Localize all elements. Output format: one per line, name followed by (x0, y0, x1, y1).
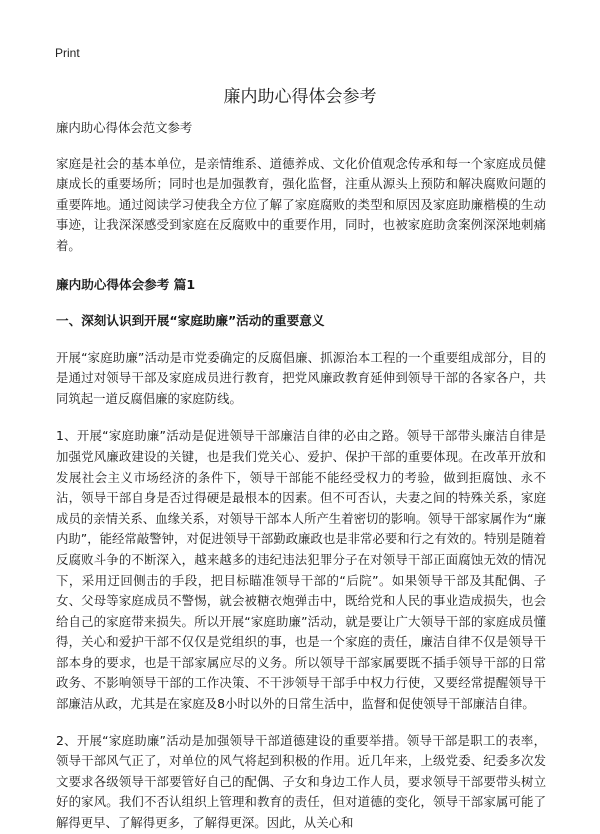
body-paragraph: 2、开展“家庭助廉”活动是加强领导干部道德建设的重要举措。领导干部是职工的表率，领导干部风气正了，对单位的风气将起到积极的作用。近几年来，上级党委、纪委多次发文要求各级领导干部要管好自己的配偶、子女和身边工作人员，要求领导干部要带头树立好的家风。我们不否认组织上管理和教育的责任，但对道德的变化，领导干部家属可能了解得更早、了解得更多，了解得更深。因此，从关心和 (56, 732, 546, 831)
section-heading: 廉内助心得体会参考 篇1 (56, 276, 196, 292)
article-body (56, 118, 546, 834)
page-title: 廉内助心得体会参考 (223, 87, 377, 107)
body-paragraph: 开展“家庭助廉”活动是市党委确定的反腐倡廉、抓源治本工程的一个重要组成部分，目的是通过对领导干部及家庭成员进行教育，把党风廉政教育延伸到领导干部的各家各户，共同筑起一道反腐倡廉的家庭防线。 (56, 349, 546, 406)
body-paragraph: 1、开展“家庭助廉”活动是促进领导干部廉洁自律的必由之路。领导干部带头廉洁自律是加强党风廉政建设的关键，也是我们党关心、爱护、保护干部的重要体现。在改革开放和发展社会主义市场经济的条件下，领导干部能不能经受权力的考验，做到拒腐蚀、永不沾，领导干部自身是否过得硬是最根本的因素。但不可否认，夫妻之间的特殊关系，家庭成员的亲情关系、血缘关系，对领导干部本人所产生着密切的影响。领导干部家属作为“廉内助”，能经常敲警钟，对促进领导干部勤政廉政也是非常必要和行之有效的。特别是随着反腐败斗争的不断深入，越来越多的违纪违法犯罪分子在对领导干部正面腐蚀无效的情况下，采用迂回侧击的手段，把目标瞄准领导干部的“后院”。如果领导干部及其配偶、子女、父母等家庭成员不警惕，就会被糖衣炮弹击中，既给党和人民的事业造成损失，也会给自己的家庭带来损失。所以开展“家庭助廉”活动，就是要让广大领导干部的家庭成员懂得，关心和爱护干部不仅仅是党组织的事，也是一个家庭的责任，廉洁自律不仅是领导干部本身的要求，也是干部家属应尽的义务。所以领导干部家属要既不插手领导干部的日常政务、不影响领导干部的工作决策、不干涉领导干部手中权力行使，又要经常提醒领导干部廉洁从政，尤其是在家庭及8小时以外的日常生活中，监督和促使领导干部廉洁自律。 (56, 428, 546, 712)
subsection-heading: 一、深刻认识到开展“家庭助廉”活动的重要意义 (56, 312, 325, 328)
intro-paragraph: 家庭是社会的基本单位，是亲情维系、道德养成、文化价值观念传承和每一个家庭成员健康成长的重要场所；同时也是加强教育，强化监督，注重从源头上预防和解决腐败问题的重要阵地。通过阅读学习使我全方位了解了家庭腐败的类型和原因及家庭助廉楷模的生动事迹，让我深深感受到家庭在反腐败中的重要作用，同时，也被家庭助贪案例深深地刺痛着。 (56, 155, 546, 253)
article-subtitle: 廉内助心得体会范文参考 (56, 120, 193, 135)
print-link[interactable]: Print (55, 46, 80, 60)
